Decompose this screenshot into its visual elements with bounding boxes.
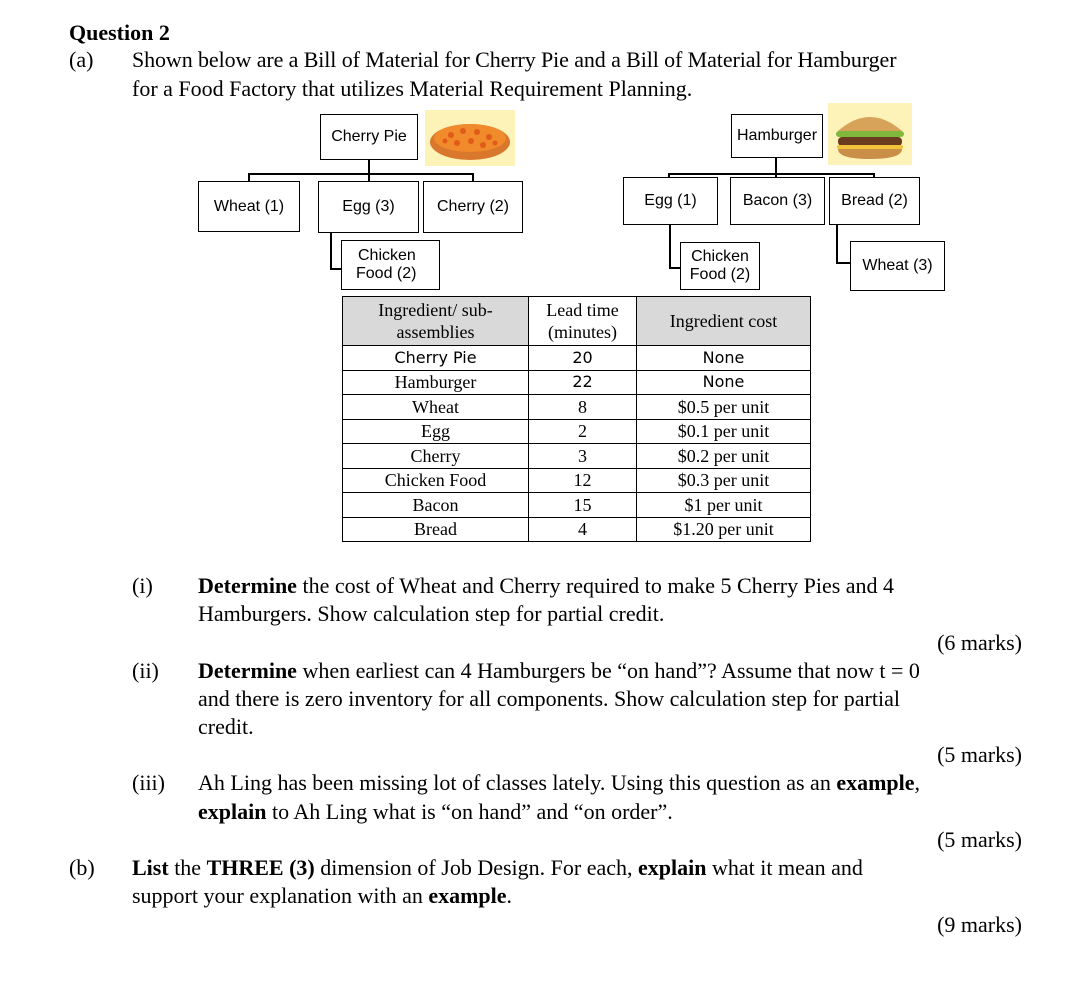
sub-ii-bold: Determine (198, 658, 297, 683)
part-a-line2: for a Food Factory that utilizes Material Requirement Planning. (132, 76, 693, 101)
cell-lead: 15 (529, 493, 637, 518)
sub-iii-bold-example: example (836, 770, 915, 795)
header-cost: Ingredient cost (637, 297, 811, 346)
cell-item: Egg (343, 419, 529, 444)
cell-cost: $0.3 per unit (637, 468, 811, 493)
bom-node-bread: Bread (2) (829, 177, 920, 225)
part-b-t3: what it mean and (706, 855, 863, 880)
cell-lead: 2 (529, 419, 637, 444)
cell-lead: 22 (529, 370, 637, 395)
part-b-line2-a: support your explanation with an (132, 883, 429, 908)
bom-node-cherry: Cherry (2) (423, 181, 523, 233)
sub-ii-label: (ii) (132, 658, 159, 683)
part-b-bold-three: THREE (3) (206, 855, 315, 880)
hamburger-icon (828, 103, 912, 165)
sub-iii-line2-rest: to Ah Ling what is “on hand” and “on order”. (266, 799, 673, 824)
bom-node-wheat-3: Wheat (3) (850, 241, 945, 291)
table-row (343, 346, 811, 371)
cell-item: Bacon (343, 493, 529, 518)
header-lead-line1: Lead time (546, 300, 619, 320)
table-row (343, 395, 811, 420)
cell-lead: 3 (529, 444, 637, 469)
cell-item: Bread (343, 517, 529, 542)
part-b-t1: the (168, 855, 207, 880)
part-b-label: (b) (69, 855, 95, 880)
bom-node-egg: Egg (3) (318, 181, 419, 233)
sub-iii-line1-a: Ah Ling has been missing lot of classes lately. Using this question as an (198, 770, 837, 795)
cell-item: Wheat (343, 395, 529, 420)
sub-i-line1 (198, 572, 894, 600)
bom-node-egg-1: Egg (1) (623, 177, 718, 225)
cell-cost: $1.20 per unit (637, 517, 811, 542)
sub-ii-line3: credit. (198, 714, 254, 739)
cell-lead: 12 (529, 468, 637, 493)
bom-node-cherry-pie: Cherry Pie (320, 114, 418, 160)
header-ingredient-line1: Ingredient/ sub- (378, 300, 493, 320)
sub-ii-marks: (5 marks) (937, 742, 1022, 767)
cell-item: Cherry (343, 444, 529, 469)
bom-node-bacon: Bacon (3) (730, 177, 825, 225)
chicken-food-line2: Food (2) (356, 265, 417, 282)
table-row (343, 370, 811, 395)
table-row (343, 444, 811, 469)
cell-cost: $0.1 per unit (637, 419, 811, 444)
part-b-bold-example: example (428, 883, 507, 908)
table-header-row (343, 297, 811, 346)
table-row (343, 517, 811, 542)
cell-cost: $0.2 per unit (637, 444, 811, 469)
sub-iii-line1-b: , (914, 770, 921, 795)
part-a-line1: Shown below are a Bill of Material for Cherry Pie and a Bill of Material for Hamburger (132, 47, 897, 72)
table-row (343, 493, 811, 518)
part-b-bold-list: List (132, 855, 169, 880)
cell-item: Hamburger (343, 370, 529, 395)
header-ingredient-line2: assemblies (396, 322, 475, 342)
part-a-label: (a) (69, 47, 94, 72)
chicken-food-2-line1: Chicken (691, 248, 749, 265)
cell-cost: $1 per unit (637, 493, 811, 518)
sub-ii-line1-rest: when earliest can 4 Hamburgers be “on hand”? Assume that now t = 0 (296, 658, 920, 683)
question-title: Question 2 (69, 20, 170, 45)
bom-node-wheat: Wheat (1) (198, 181, 300, 232)
bom-node-chicken-food-2 (680, 242, 760, 290)
table-row (343, 468, 811, 493)
part-b-t2: dimension of Job Design. For each, (314, 855, 638, 880)
header-lead-line2: (minutes) (548, 322, 617, 342)
table-row (343, 419, 811, 444)
sub-ii-line2: and there is zero inventory for all components. Show calculation step for partial (198, 686, 900, 711)
cherry-pie-icon (425, 110, 515, 166)
cell-cost: $0.5 per unit (637, 395, 811, 420)
cell-cost: None (637, 370, 811, 395)
header-lead-time (529, 297, 637, 346)
sub-iii-label: (iii) (132, 770, 165, 795)
part-b-line2 (132, 882, 512, 910)
sub-i-bold: Determine (198, 573, 297, 598)
sub-iii-bold-explain: explain (198, 799, 267, 824)
chicken-food-line1: Chicken (358, 247, 416, 264)
sub-iii-line2 (198, 798, 673, 826)
sub-i-label: (i) (132, 573, 153, 598)
chicken-food-2-line2: Food (2) (689, 266, 751, 283)
sub-i-marks: (6 marks) (937, 630, 1022, 655)
cell-cost: None (637, 346, 811, 371)
cell-lead: 4 (529, 517, 637, 542)
bom-node-hamburger: Hamburger (731, 114, 823, 158)
cell-item: Cherry Pie (343, 346, 529, 371)
part-b-line1 (132, 854, 863, 882)
cell-lead: 8 (529, 395, 637, 420)
header-ingredient (343, 297, 529, 346)
cell-lead: 20 (529, 346, 637, 371)
part-b-marks: (9 marks) (937, 912, 1022, 937)
sub-iii-marks: (5 marks) (937, 827, 1022, 852)
cell-item: Chicken Food (343, 468, 529, 493)
ingredient-table (342, 296, 811, 542)
sub-ii-line1 (198, 657, 920, 685)
part-b-bold-explain: explain (638, 855, 707, 880)
part-b-line2-b: . (506, 883, 513, 908)
sub-iii-line1 (198, 769, 920, 797)
sub-i-line1-rest: the cost of Wheat and Cherry required to make 5 Cherry Pies and 4 (296, 573, 895, 598)
bom-node-chicken-food (341, 240, 440, 290)
sub-i-line2: Hamburgers. Show calculation step for partial credit. (198, 601, 665, 626)
